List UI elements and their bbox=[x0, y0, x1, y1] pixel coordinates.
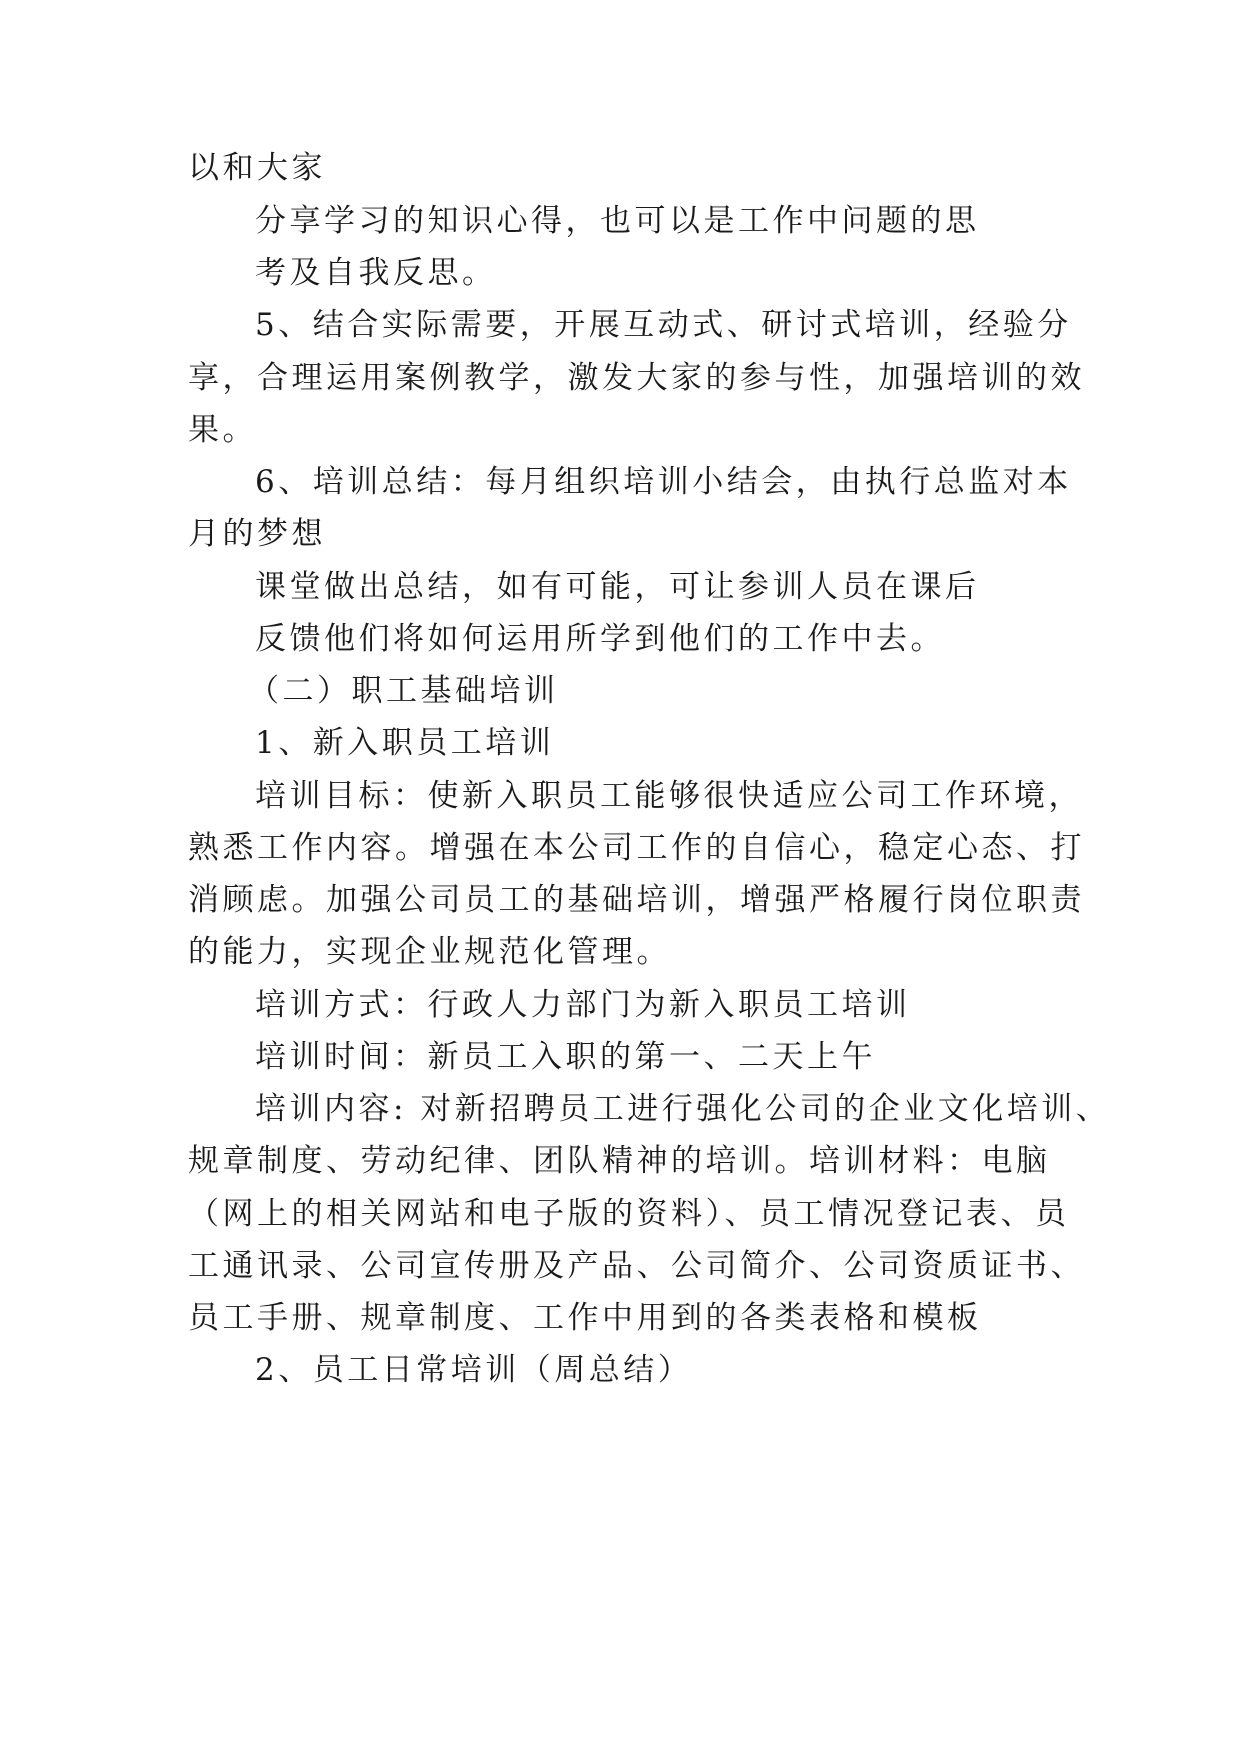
text-line: 的能力，实现企业规范化管理。 bbox=[188, 934, 671, 970]
subsection-heading: 2、员工日常培训（周总结） bbox=[255, 1352, 693, 1388]
text-line: 培训方式：行政人力部门为新入职员工培训 bbox=[255, 987, 911, 1023]
text-line: 培训时间：新员工入职的第一、二天上午 bbox=[255, 1039, 876, 1075]
text-line: 员工手册、规章制度、工作中用到的各类表格和模板 bbox=[188, 1300, 982, 1336]
text-line: 果。 bbox=[188, 412, 257, 448]
text-line: （网上的相关网站和电子版的资料）、员工情况登记表、员 bbox=[188, 1196, 1070, 1232]
text-line: 课堂做出总结，如有可能，可让参训人员在课后 bbox=[255, 569, 980, 605]
text-line: 培训内容: 对新招聘员工进行强化公司的企业文化培训、 bbox=[255, 1091, 1111, 1127]
text-line: 享，合理运用案例教学，激发大家的参与性，加强培训的效 bbox=[188, 360, 1085, 396]
text-line: 6、培训总结：每月组织培训小结会，由执行总监对本 bbox=[255, 464, 1072, 500]
section-heading: （二）职工基础培训 bbox=[248, 673, 559, 709]
text-line: 以和大家 bbox=[188, 150, 326, 186]
subsection-heading: 1、新入职员工培训 bbox=[255, 725, 555, 761]
text-line: 反馈他们将如何运用所学到他们的工作中去。 bbox=[255, 621, 945, 657]
text-line: 熟悉工作内容。增强在本公司工作的自信心，稳定心态、打 bbox=[188, 830, 1085, 866]
text-line: 工通讯录、公司宣传册及产品、公司简介、公司资质证书、 bbox=[188, 1248, 1085, 1284]
text-line: 分享学习的知识心得，也可以是工作中问题的思 bbox=[255, 203, 980, 239]
text-line: 考及自我反思。 bbox=[255, 255, 497, 291]
text-line: 消顾虑。加强公司员工的基础培训，增强严格履行岗位职责 bbox=[188, 882, 1085, 918]
text-line: 培训目标：使新入职员工能够很快适应公司工作环境， bbox=[255, 778, 1083, 814]
text-line: 5、结合实际需要，开展互动式、研讨式培训，经验分 bbox=[255, 307, 1072, 343]
text-line: 规章制度、劳动纪律、团队精神的培训。培训材料：电脑 bbox=[188, 1143, 1051, 1179]
text-line: 月的梦想 bbox=[188, 516, 326, 552]
